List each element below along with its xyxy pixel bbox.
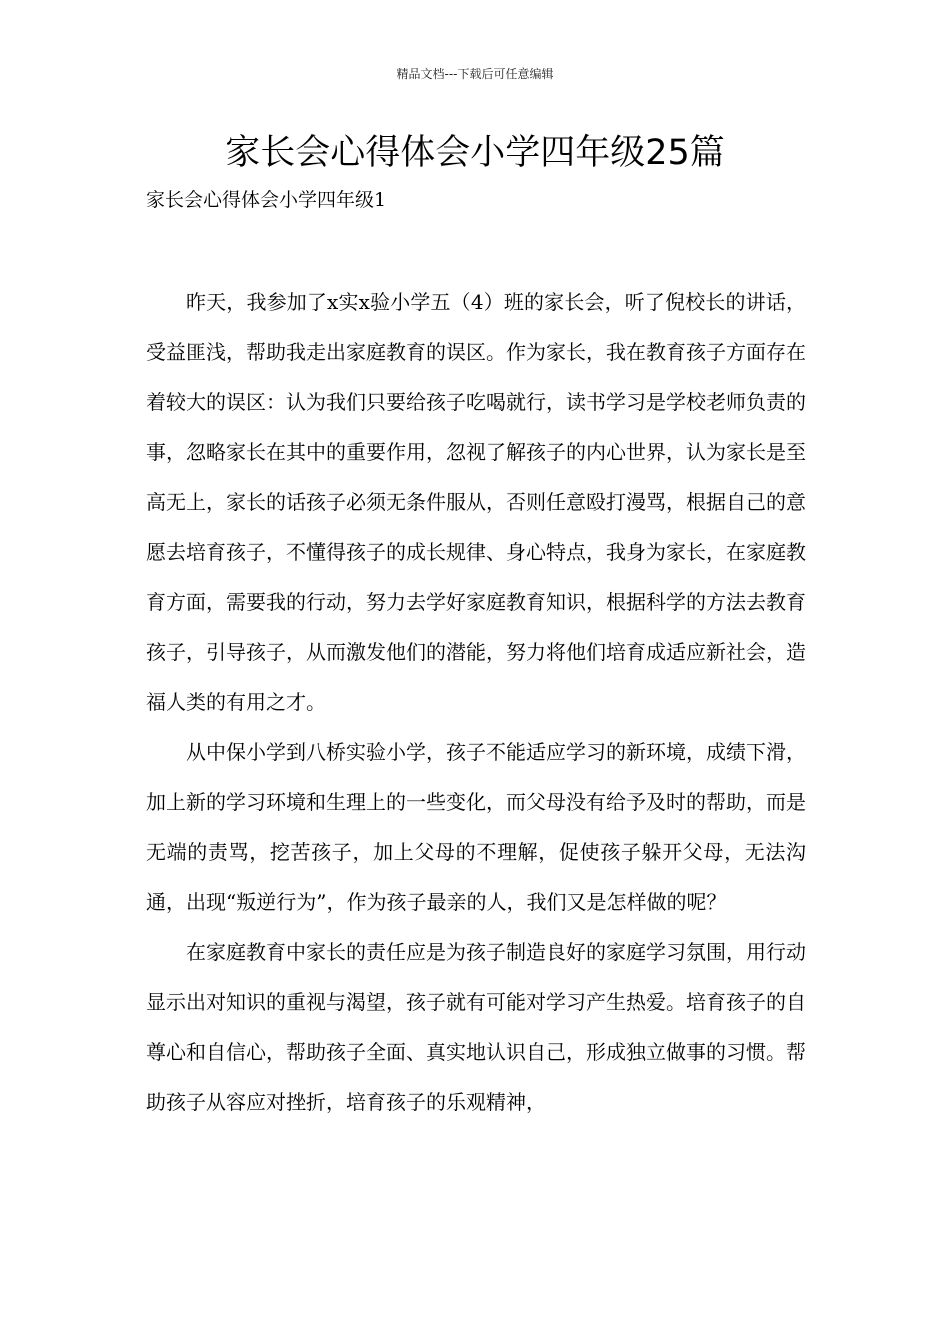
- paragraph: 从中保小学到八桥实验小学，孩子不能适应学习的新环境，成绩下滑，加上新的学习环境和生理上的一些变化，而父母没有给予及时的帮助，而是无端的责骂，挖苦孩子，加上父母的不理解，促使孩子躲开父母，无法沟通，出现“叛逆行为”，作为孩子最亲的人，我们又是怎样做的呢？: [146, 740, 806, 914]
- paragraph: 在家庭教育中家长的责任应是为孩子制造良好的家庭学习氛围，用行动显示出对知识的重视与渴望，孩子就有可能对学习产生热爱。培育孩子的自尊心和自信心，帮助孩子全面、真实地认识自己，形成独立做事的习惯。帮助孩子从容应对挫折，培育孩子的乐观精神，: [146, 940, 806, 1114]
- document-subtitle: 家长会心得体会小学四年级1: [146, 189, 387, 211]
- page-header: 精品文档---下载后可任意编辑: [396, 67, 554, 81]
- paragraph: 昨天，我参加了x实x验小学五（4）班的家长会，听了倪校长的讲话，受益匪浅，帮助我走出家庭教育的误区。作为家长，我在教育孩子方面存在着较大的误区：认为我们只要给孩子吃喝就行，读书学习是学校老师负责的事，忽略家长在其中的重要作用，忽视了解孩子的内心世界，认为家长是至高无上，家长的话孩子必须无条件服从，否则任意殴打漫骂，根据自己的意愿去培育孩子，不懂得孩子的成长规律、身心特点，我身为家长，在家庭教育方面，需要我的行动，努力去学好家庭教育知识，根据科学的方法去教育孩子，引导孩子，从而激发他们的潜能，努力将他们培育成适应新社会，造福人类的有用之才。: [146, 290, 806, 714]
- document-title: 家长会心得体会小学四年级25篇: [225, 133, 725, 173]
- document-body: [146, 277, 806, 1127]
